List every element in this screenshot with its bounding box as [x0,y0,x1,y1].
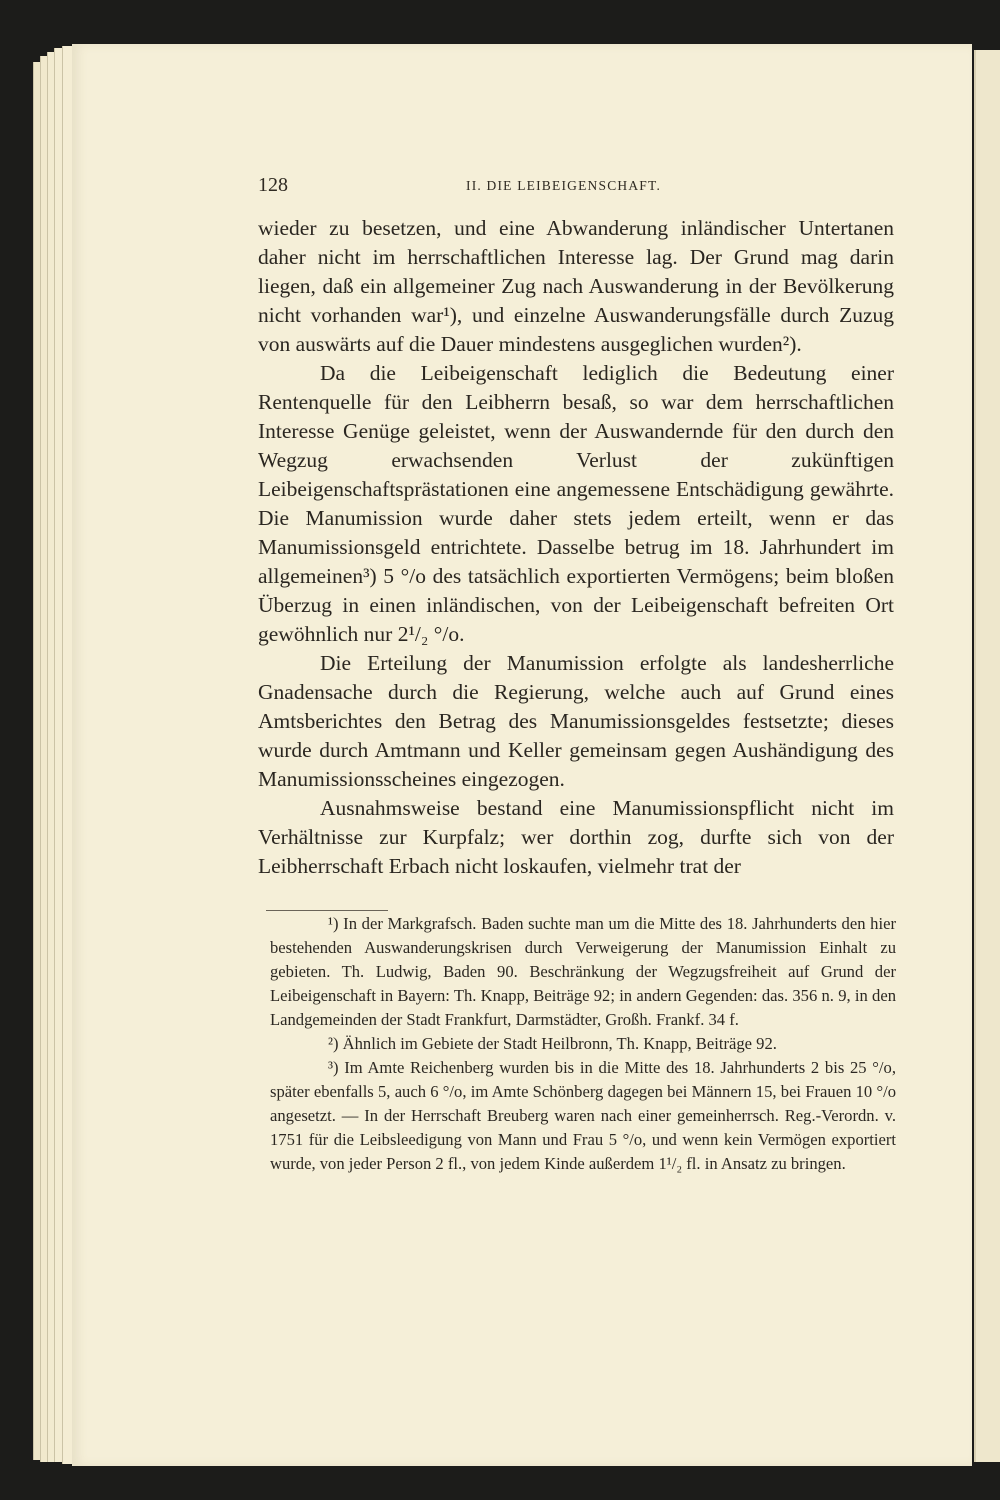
paragraph: wieder zu besetzen, und eine Abwanderung inländischer Untertanen daher nicht im herrschaftlichen Interesse lag. Der Grund mag darin liegen, daß ein allgemeiner Zug nach Auswanderung in der Bevölkerung nicht vorhanden war¹), und einzelne Auswanderungsfälle durch Zuzug von auswärts auf die Dauer mindestens ausgeglichen wurden²). [258,216,894,356]
paragraph: Ausnahmsweise bestand eine Manumissionspflicht nicht im Verhältnisse zur Kurpfalz; wer dorthin zog, durfte sich von der Leibherrschaft Erbach nicht loskaufen, vielmehr trat der [258,796,894,878]
main-text [258,214,894,881]
paragraph: Da die Leibeigenschaft lediglich die Bedeutung einer Rentenquelle für den Leibherrn besaß, so war dem herrschaftlichen Interesse Genüge geleistet, wenn der Auswandernde für den durch den Wegzug erwachsenden Verlust der zukünftigen Leibeigenschaftsprästationen eine angemessene Entschädigung gewährte. Die Manumission wurde daher stets jedem erteilt, wenn er das Manumissionsgeld entrichtete. Dasselbe betrug im 18. Jahrhundert im allgemeinen³) 5 °/o des tatsächlich exportierten Vermögens; beim bloßen Überzug in einen inländischen, von der Leibeigenschaft befreiten Ort gewöhnlich nur 2¹/₂ °/o. [258,361,894,646]
next-page-edge [974,50,1000,1462]
footnote: ³) Im Amte Reichenberg wurden bis in die Mitte des 18. Jahrhunderts 2 bis 25 °/o, später ebenfalls 5, auch 6 °/o, im Amte Schönberg dagegen bei Männern 15, bei Frauen 10 °/o angesetzt. — In der Herrschaft Breuberg waren nach einer gemeinherrsch. Reg.-Verordn. v. 1751 für die Leibsleedigung von Mann und Frau 5 °/o, und wenn kein Vermögen exportiert wurde, von jeder Person 2 fl., von jedem Kinde außerdem 1¹/₂ fl. in Ansatz zu bringen. [270,1058,896,1173]
paragraph: Die Erteilung der Manumission erfolgte als landesherrliche Gnadensache durch die Regierung, welche auch auf Grund eines Amtsberichtes den Betrag des Manumissionsgeldes festsetzte; dieses wurde durch Amtmann und Keller gemeinsam gegen Aushändigung des Manumissionsscheines eingezogen. [258,651,894,791]
page-header [258,174,894,200]
footnotes [270,912,896,1176]
footnote: ²) Ähnlich im Gebiete der Stadt Heilbronn, Th. Knapp, Beiträge 92. [328,1034,777,1053]
running-title: II. DIE LEIBEIGENSCHAFT. [466,178,662,193]
page-number: 128 [258,174,288,196]
footnote: ¹) In der Markgrafsch. Baden suchte man um die Mitte des 18. Jahrhunderts den hier bestehenden Auswanderungskrisen durch Verweigerung der Manumission Einhalt zu gebieten. Th. Ludwig, Baden 90. Beschränkung der Wegzugsfreiheit auf Grund der Leibeigenschaft in Bayern: Th. Knapp, Beiträge 92; in andern Gegenden: das. 356 n. 9, in den Landgemeinden der Stadt Frankfurt, Darmstädter, Großh. Frankf. 34 f. [270,914,896,1029]
footnote-rule [266,910,388,911]
